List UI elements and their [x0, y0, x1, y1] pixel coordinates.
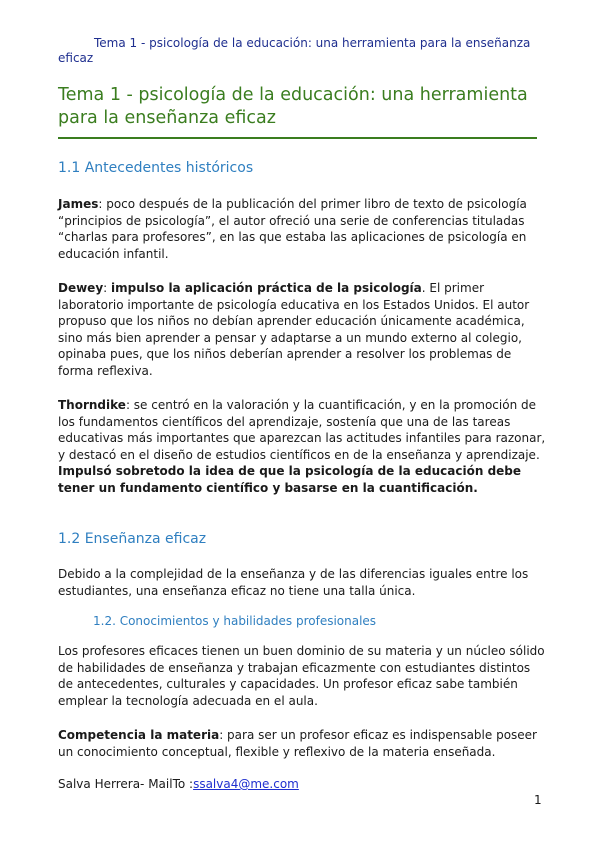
footer: [58, 777, 299, 792]
section-heading-ensenanza-eficaz: 1.2 Enseñanza eficaz: [58, 531, 207, 547]
paragraph-profesores-eficaces: Los profesores eficaces tienen un buen dominio de su materia y un núcleo sólido de habilidades de enseñanza y trabajan eficazmente con estudiantes distintos de antecedentes, culturales y capacidades. Un profesor eficaz sabe también emplear la tecnología adecuada en el aula.: [58, 644, 545, 708]
footer-author: Salva Herrera- MailTo :: [58, 777, 194, 791]
subsection-heading-conocimientos: 1.2. Conocimientos y habilidades profesionales: [93, 614, 377, 628]
paragraph-competencia: [58, 727, 548, 760]
competencia-text: : para ser un profesor eficaz es indispensable poseer un conocimiento conceptual, flexible y reflexivo de la materia enseñada.: [58, 728, 537, 759]
title-divider: [58, 137, 537, 139]
dewey-name: Dewey: [58, 281, 104, 295]
paragraph-intro-ensenanza: Debido a la complejidad de la enseñanza y de las diferencias iguales entre los estudiantes, una enseñanza eficaz no tiene una talla única.: [58, 567, 529, 598]
james-text: : poco después de la publicación del primer libro de texto de psicología “principios de psicología”, el autor ofreció una serie de conferencias tituladas “charlas para profesores”, en las que estaba las aplicaciones de psicología en educación infantil.: [58, 197, 527, 261]
footer-email-link[interactable]: ssalva4@me.com: [193, 777, 299, 791]
dewey-separator: :: [103, 281, 112, 295]
dewey-bold: impulso la aplicación práctica de la psicología: [111, 281, 422, 295]
thorndike-text: : se centró en la valoración y la cuantificación, y en la promoción de los fundamentos científicos del aprendizaje, sostenía que una de las tareas educativas más importantes que aparezcan las actitudes infantiles para razonar, y destacó en el diseño de estudios científicos en de la enseñanza y aprendizaje.: [58, 398, 546, 462]
james-name: James: [58, 197, 99, 211]
thorndike-bold: Impulsó sobretodo la idea de que la psicología de la educación debe tener un fundamento científico y basarse en la cuantificación.: [58, 464, 522, 495]
document-title: Tema 1 - psicología de la educación: una herramienta para la enseñanza eficaz: [58, 85, 528, 128]
paragraph-thorndike: [58, 397, 548, 496]
running-header: Tema 1 - psicología de la educación: una herramienta para la enseñanza eficaz: [58, 36, 531, 65]
paragraph-james: [58, 196, 548, 262]
paragraph-dewey: [58, 280, 548, 379]
section-heading-antecedentes: 1.1 Antecedentes históricos: [58, 160, 254, 176]
page-number: 1: [534, 793, 542, 807]
competencia-label: Competencia la materia: [58, 728, 220, 742]
thorndike-name: Thorndike: [58, 398, 126, 412]
dewey-text: . El primer laboratorio importante de psicología educativa en los Estados Unidos. El autor propuso que los niños no debían aprender educación únicamente académica, sino más bien aprender a pensar y adaptarse a un mundo externo al colegio, opinaba pues, que los niños deberían aprender a resolver los problemas de forma reflexiva.: [58, 281, 530, 378]
